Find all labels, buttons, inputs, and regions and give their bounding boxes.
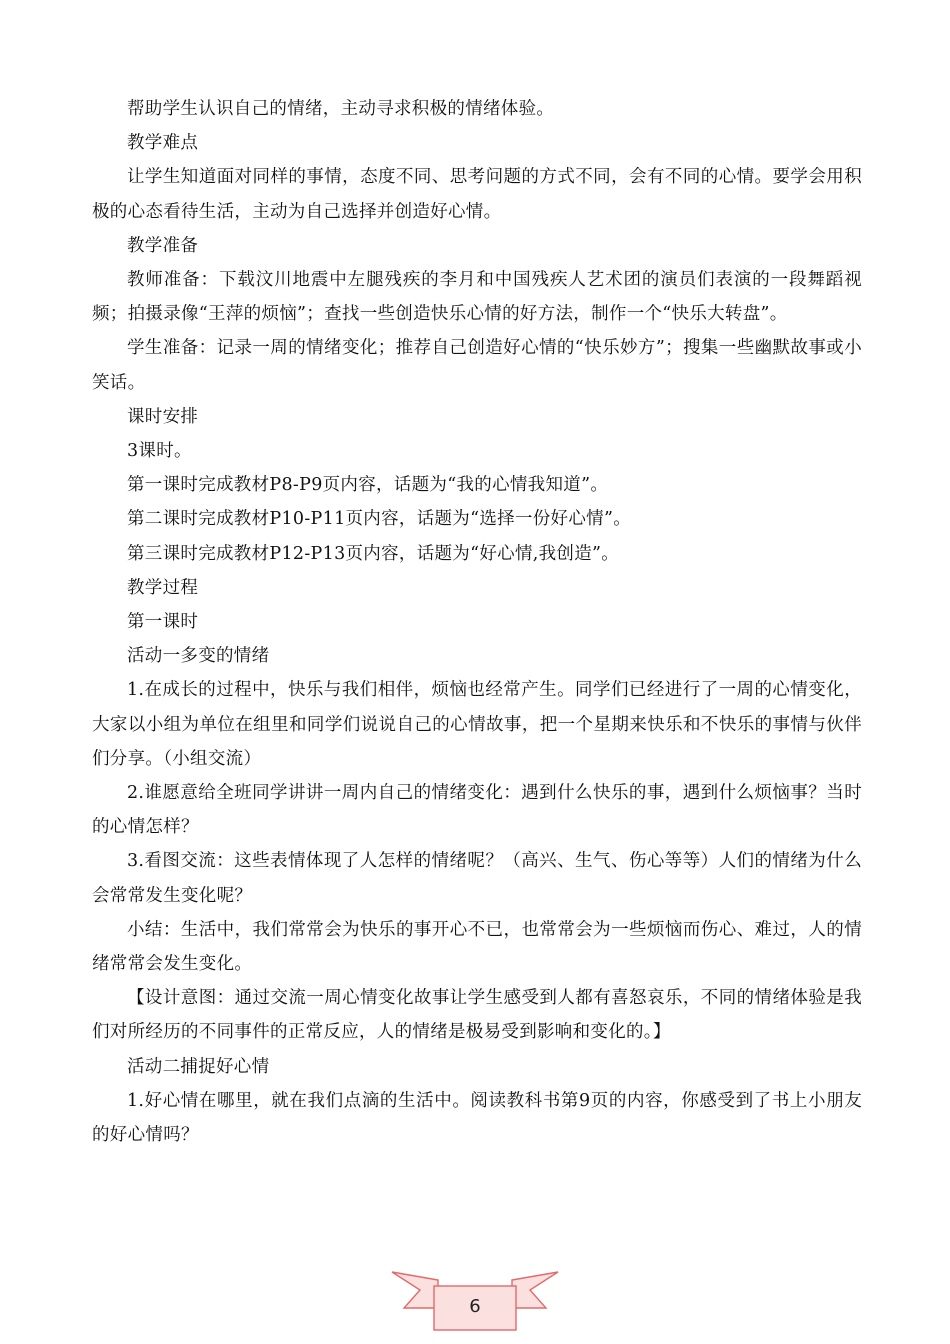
section-heading: 第一课时 (127, 612, 199, 633)
paragraph: 第二课时完成教材P10-P11页内容，话题为“选择一份好心情”。 (127, 509, 631, 530)
paragraph: 小结：生活中，我们常常会为快乐的事开心不已，也常常会为一些烦恼而伤心、难过，人的情绪常常会发生变化。 (92, 919, 862, 975)
paragraph: 2.谁愿意给全班同学讲讲一周内自己的情绪变化：遇到什么快乐的事，遇到什么烦恼事？当时的心情怎样？ (92, 783, 862, 838)
paragraph: 3课时。 (127, 441, 192, 462)
paragraph: 教师准备：下载汶川地震中左腿残疾的李月和中国残疾人艺术团的演员们表演的一段舞蹈视频；拍摄录像“王萍的烦恼”；查找一些创造快乐心情的好方法，制作一个“快乐大转盘”。 (92, 270, 862, 325)
paragraph: 3.看图交流：这些表情体现了人怎样的情绪呢？（高兴、生气、伤心等等）人们的情绪为什么会常常发生变化呢？ (92, 851, 862, 906)
section-heading: 课时安排 (127, 406, 199, 427)
paragraph: 1.在成长的过程中，快乐与我们相伴，烦恼也经常产生。同学们已经进行了一周的心情变化，大家以小组为单位在组里和同学们说说自己的心情故事，把一个星期来快乐和不快乐的事情与伙伴们分享。（小组交流） (92, 680, 862, 769)
paragraph: 第一课时完成教材P8-P9页内容，话题为“我的心情我知道”。 (127, 475, 609, 496)
paragraph: 【设计意图：通过交流一周心情变化故事让学生感受到人都有喜怒哀乐，不同的情绪体验是我们对所经历的不同事件的正常反应，人的情绪是极易受到影响和变化的。】 (92, 988, 862, 1043)
paragraph: 第三课时完成教材P12-P13页内容，话题为“好心情,我创造”。 (127, 543, 620, 564)
paragraph: 1.好心情在哪里，就在我们点滴的生活中。阅读教科书第9页的内容，你感受到了书上小朋友的好心情吗？ (92, 1090, 862, 1146)
paragraph: 学生准备：记录一周的情绪变化；推荐自己创造好心情的“快乐妙方”；搜集一些幽默故事或小笑话。 (92, 338, 862, 393)
body-text (92, 92, 862, 1152)
section-heading: 教学过程 (127, 577, 199, 598)
section-heading: 教学难点 (127, 133, 199, 154)
section-heading: 教学准备 (127, 235, 199, 256)
section-heading: 活动一多变的情绪 (127, 646, 270, 667)
ribbon-left-tail (392, 1272, 438, 1308)
paragraph: 帮助学生认识自己的情绪，主动寻求积极的情绪体验。 (127, 99, 555, 119)
page-number: 6 (469, 1296, 481, 1317)
ribbon-right-tail (512, 1272, 558, 1308)
paragraph: 让学生知道面对同样的事情，态度不同、思考问题的方式不同，会有不同的心情。要学会用积极的心态看待生活，主动为自己选择并创造好心情。 (92, 167, 862, 222)
section-heading: 活动二捕捉好心情 (127, 1056, 270, 1077)
page-footer (390, 1268, 560, 1334)
